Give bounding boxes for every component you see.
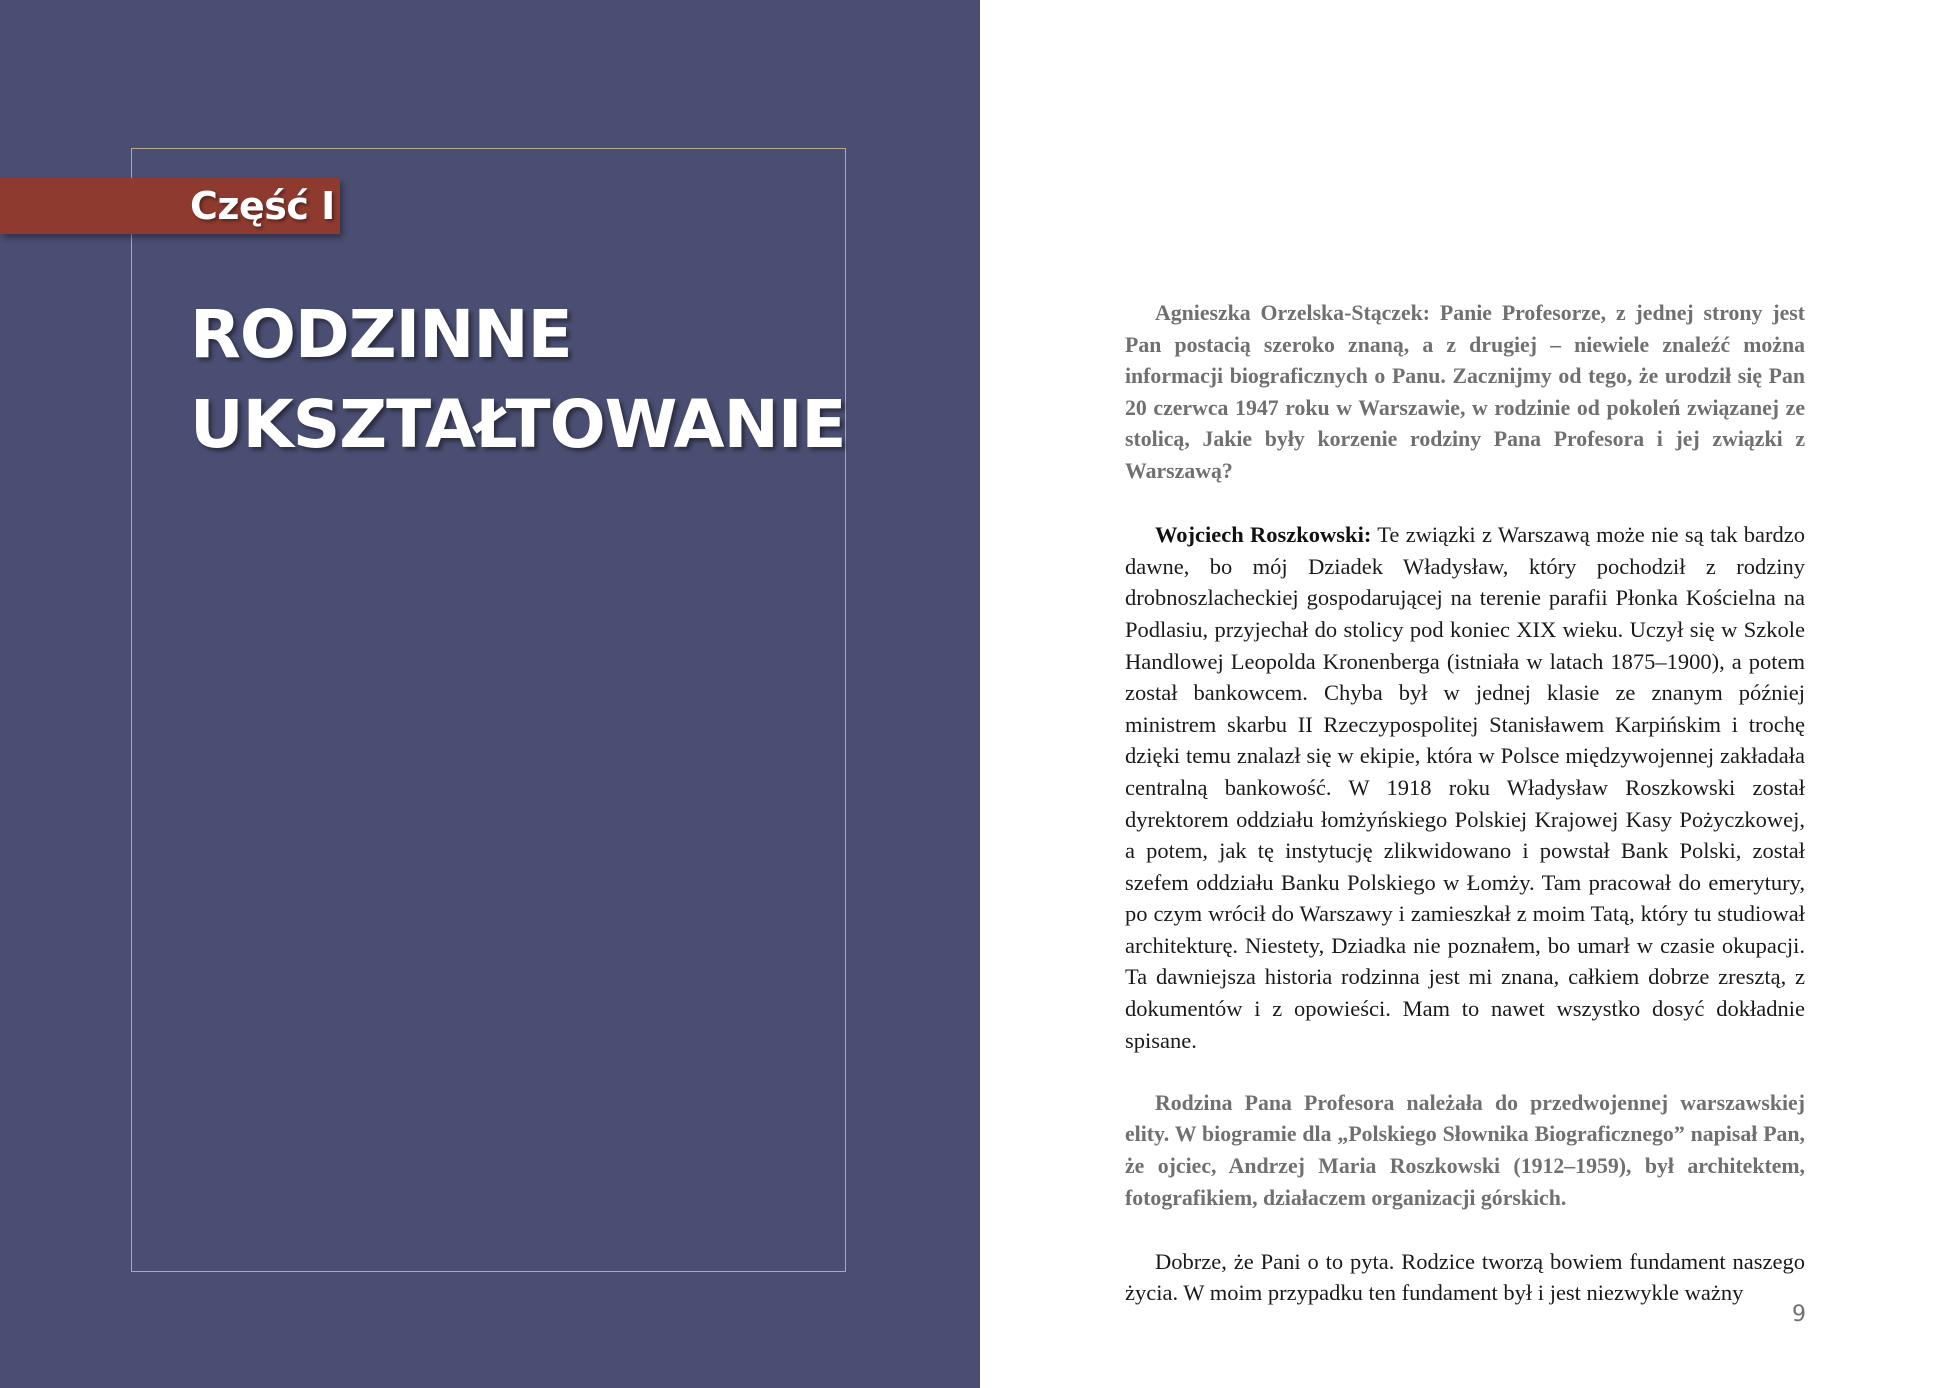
speaker-name: Wojciech Roszkowski: bbox=[1155, 522, 1372, 548]
interview-text bbox=[1125, 298, 1805, 1341]
answer-paragraph bbox=[1125, 519, 1805, 1056]
page-number: 9 bbox=[1792, 1302, 1806, 1327]
answer-paragraph: Dobrze, że Pani o to pyta. Rodzice tworzą bowiem fundament naszego życia. W moim przypadku ten fundament był i jest niezwykle ważny bbox=[1125, 1248, 1805, 1306]
chapter-title-line-1: RODZINNE bbox=[190, 296, 572, 373]
part-label: Część I bbox=[190, 184, 335, 228]
chapter-title bbox=[190, 290, 846, 470]
question-paragraph: Rodzina Pana Profesora należała do przedwojennej warszawskiej elity. W biogramie dla „Polskiego Słownika Biograficznego” napisał Pan, że ojciec, Andrzej Maria Roszkowski (1912–1959), był architektem, fotografikiem, działaczem organizacji górskich. bbox=[1125, 1090, 1805, 1210]
answer-text: Te związki z Warszawą może nie są tak bardzo dawne, bo mój Dziadek Władysław, który pochodził z rodziny drobnoszlacheckiej gospodarującej na terenie parafii Płonka Kościelna na Podlasiu, przyjechał do stolicy pod koniec XIX wieku. Uczył się w Szkole Handlowej Leopolda Kronenberga (istniała w latach 1875–1900), a potem został bankowcem. Chyba był w jednej klasie ze znanym później ministrem skarbu II Rzeczypospolitej Stanisławem Karpińskim i trochę dzięki temu znalazł się w ekipie, która w Polsce międzywojennej zakładała centralną bankowość. W 1918 roku Władysław Roszkowski został dyrektorem oddziału łomżyńskiego Polskiej Krajowej Kasy Pożyczkowej, a potem, jak tę instytucję zlikwidowano i powstał Bank Polski, został szefem oddziału Banku Polskiego w Łomży. Tam pracował do emerytury, po czym wrócił do Warszawy i zamieszkał z moim Tatą, który tu studiował architekturę. Niestety, Dziadka nie poznałem, bo umarł w czasie okupacji. Ta dawniejsza historia rodzinna jest mi znana, całkiem dobrze zresztą, z dokumentów i z opowieści. Mam to nawet wszystko dosyć dokładnie spisane. bbox=[1125, 522, 1805, 1053]
question-paragraph: Agnieszka Orzelska-Stączek: Panie Profesorze, z jednej strony jest Pan postacią szeroko znaną, a z drugiej – niewiele znaleźć można informacji biograficznych o Panu. Zacznijmy od tego, że urodził się Pan 20 czerwca 1947 roku w Warszawie, w rodzinie od pokoleń związanej ze stolicą, Jakie były korzenie rodziny Pana Profesora i jej związki z Warszawą? bbox=[1125, 301, 1805, 483]
chapter-title-line-2: UKSZTAŁTOWANIE bbox=[190, 386, 846, 463]
